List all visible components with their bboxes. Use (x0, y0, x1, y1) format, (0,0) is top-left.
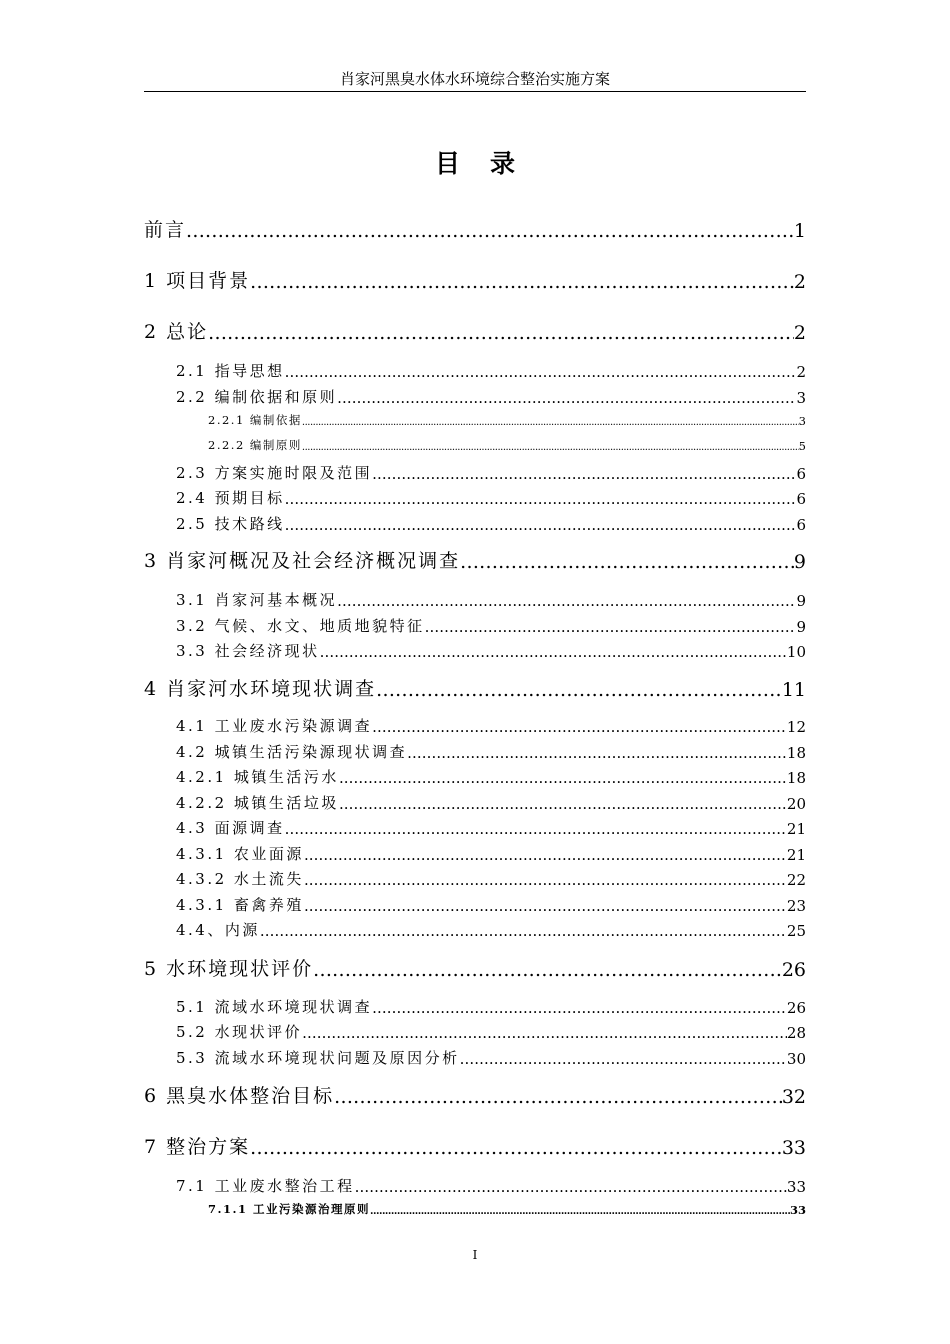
toc-entry[interactable] (208, 413, 806, 428)
toc-entry-page: 2 (793, 322, 806, 344)
toc-dot-leader (260, 922, 787, 940)
toc-entry[interactable] (208, 438, 806, 453)
toc-dot-leader (285, 490, 797, 508)
toc-entry[interactable] (144, 269, 806, 293)
toc-entry[interactable] (144, 320, 806, 344)
toc-entry-label: 5.3 流域水环境现状问题及原因分析 (176, 1049, 460, 1067)
toc-entry-page: 1 (793, 220, 806, 242)
toc-entry[interactable] (144, 677, 806, 701)
toc-dot-leader (407, 744, 787, 762)
toc-dot-leader (460, 1050, 787, 1068)
toc-entry-label: 6 黑臭水体整治目标 (144, 1085, 335, 1107)
toc-dot-leader (339, 795, 787, 813)
toc-entry[interactable] (176, 388, 806, 407)
toc-dot-leader (285, 363, 797, 381)
toc-dot-leader (250, 1137, 782, 1159)
toc-entry-label: 2.3 方案实施时限及范围 (176, 464, 373, 482)
toc-dot-leader (460, 551, 794, 573)
toc-entry-label: 4.3.2 水土流失 (176, 870, 304, 888)
document-header: 肖家河黑臭水体水环境综合整治实施方案 (339, 70, 610, 88)
toc-dot-leader (372, 999, 787, 1017)
toc-entry[interactable] (176, 998, 806, 1017)
toc-entry-page: 6 (796, 516, 806, 534)
toc-entry-label: 4 肖家河水环境现状调查 (144, 678, 377, 700)
toc-entry-page: 25 (786, 922, 806, 940)
toc-entry-page: 6 (796, 490, 806, 508)
toc-dot-leader (313, 959, 782, 981)
toc-entry[interactable] (208, 1202, 806, 1217)
toc-entry-page: 28 (786, 1024, 806, 1042)
toc-entry-page: 2 (793, 271, 806, 293)
toc-entry-label: 2.2.1 编制依据 (208, 413, 302, 427)
toc-dot-leader (337, 592, 796, 610)
toc-entry-page: 2 (796, 363, 806, 381)
toc-entry[interactable] (176, 870, 806, 889)
page-title: 目录 (434, 149, 545, 178)
toc-dot-leader (186, 220, 794, 242)
toc-entry-page: 3 (796, 389, 806, 407)
toc-entry-label: 3 肖家河概况及社会经济概况调查 (144, 550, 461, 572)
toc-entry-page: 9 (796, 592, 806, 610)
toc-entry-page: 33 (786, 1178, 806, 1196)
toc-dot-leader (304, 846, 787, 864)
toc-entry-page: 5 (798, 439, 806, 453)
toc-entry-page: 20 (786, 795, 806, 813)
toc-entry-page: 10 (786, 643, 806, 661)
toc-dot-leader (372, 465, 796, 483)
toc-entry[interactable] (144, 1084, 806, 1108)
toc-dot-leader (355, 1178, 787, 1196)
toc-entry-label: 1 项目背景 (144, 270, 251, 292)
toc-entry[interactable] (176, 896, 806, 915)
toc-dot-leader (304, 871, 787, 889)
toc-entry-label: 4.3 面源调查 (176, 819, 285, 837)
toc-entry-page: 6 (796, 465, 806, 483)
toc-dot-leader (250, 271, 794, 293)
toc-entry[interactable] (176, 1049, 806, 1068)
toc-dot-leader (304, 897, 787, 915)
toc-dot-leader (337, 389, 796, 407)
toc-entry[interactable] (176, 1177, 806, 1196)
page-number: I (472, 1248, 478, 1262)
toc-entry-page: 33 (789, 1203, 806, 1217)
toc-entry[interactable] (176, 642, 806, 661)
toc-entry[interactable] (144, 549, 806, 573)
toc-entry-label: 2.5 技术路线 (176, 515, 285, 533)
toc-entry[interactable] (176, 489, 806, 508)
toc-entry-label: 5 水环境现状评价 (144, 958, 314, 980)
toc-entry-page: 33 (781, 1137, 806, 1159)
toc-dot-leader (302, 442, 799, 453)
toc-dot-leader (285, 820, 787, 838)
toc-entry[interactable] (144, 1135, 806, 1159)
toc-entry-page: 26 (781, 959, 806, 981)
toc-entry-page: 32 (781, 1086, 806, 1108)
toc-entry-page: 9 (793, 551, 806, 573)
toc-entry-label: 4.3.1 农业面源 (176, 845, 304, 863)
toc-entry-label: 2.2.2 编制原则 (208, 438, 302, 452)
toc-entry[interactable] (176, 362, 806, 381)
toc-dot-leader (372, 718, 787, 736)
toc-entry[interactable] (176, 464, 806, 483)
toc-entry-label: 7 整治方案 (144, 1136, 251, 1158)
toc-dot-leader (334, 1086, 782, 1108)
toc-entry-label: 2.4 预期目标 (176, 489, 285, 507)
toc-entry-label: 4.4、内源 (176, 921, 260, 939)
toc-entry-label: 7.1.1 工业污染源治理原则 (208, 1202, 371, 1216)
toc-entry[interactable] (176, 794, 806, 813)
toc-entry[interactable] (176, 921, 806, 940)
toc-entry-label: 3.3 社会经济现状 (176, 642, 320, 660)
toc-entry[interactable] (176, 717, 806, 736)
toc-entry[interactable] (176, 743, 806, 762)
toc-entry-label: 4.2 城镇生活污染源现状调查 (176, 743, 408, 761)
toc-dot-leader (425, 618, 797, 636)
toc-entry-label: 5.1 流域水环境现状调查 (176, 998, 373, 1016)
toc-dot-leader (302, 1024, 787, 1042)
toc-entry-page: 11 (781, 679, 806, 701)
toc-entry[interactable] (176, 591, 806, 610)
toc-entry[interactable] (176, 819, 806, 838)
header-rule (144, 91, 806, 92)
toc-entry-label: 4.2.2 城镇生活垃圾 (176, 794, 339, 812)
toc-entry-label: 7.1 工业废水整治工程 (176, 1177, 355, 1195)
toc-entry-label: 3.1 肖家河基本概况 (176, 591, 338, 609)
toc-dot-leader (285, 516, 797, 534)
toc-entry-page: 3 (798, 414, 806, 428)
toc-entry-page: 21 (786, 846, 806, 864)
toc-entry-label: 4.2.1 城镇生活污水 (176, 768, 339, 786)
toc-entry-label: 4.1 工业废水污染源调查 (176, 717, 373, 735)
toc-entry-label: 3.2 气候、水文、地质地貌特征 (176, 617, 425, 635)
toc-entry-page: 22 (786, 871, 806, 889)
toc-entry-label: 2 总论 (144, 321, 209, 343)
toc-entry-page: 18 (786, 744, 806, 762)
toc-entry[interactable] (176, 845, 806, 864)
toc-entry[interactable] (176, 1023, 806, 1042)
toc-entry-label: 2.1 指导思想 (176, 362, 285, 380)
toc-entry-label: 2.2 编制依据和原则 (176, 388, 338, 406)
toc-entry-label: 4.3.1 畜禽养殖 (176, 896, 304, 914)
toc-entry-label: 5.2 水现状评价 (176, 1023, 303, 1041)
toc-entry-page: 18 (786, 769, 806, 787)
toc-dot-leader (370, 1206, 790, 1217)
toc-dot-leader (302, 417, 799, 428)
toc-entry[interactable] (144, 957, 806, 981)
toc-entry[interactable] (176, 768, 806, 787)
toc-entry[interactable] (144, 218, 806, 242)
toc-dot-leader (320, 643, 787, 661)
toc-dot-leader (376, 679, 782, 701)
toc-entry-page: 21 (786, 820, 806, 838)
toc-entry-page: 12 (786, 718, 806, 736)
toc-entry-page: 30 (786, 1050, 806, 1068)
toc-entry[interactable] (176, 617, 806, 636)
toc-entry[interactable] (176, 515, 806, 534)
toc-dot-leader (339, 769, 787, 787)
toc-entry-page: 26 (786, 999, 806, 1017)
toc-entry-page: 9 (796, 618, 806, 636)
toc-entry-label: 前言 (144, 219, 187, 241)
toc-dot-leader (208, 322, 794, 344)
toc-entry-page: 23 (786, 897, 806, 915)
